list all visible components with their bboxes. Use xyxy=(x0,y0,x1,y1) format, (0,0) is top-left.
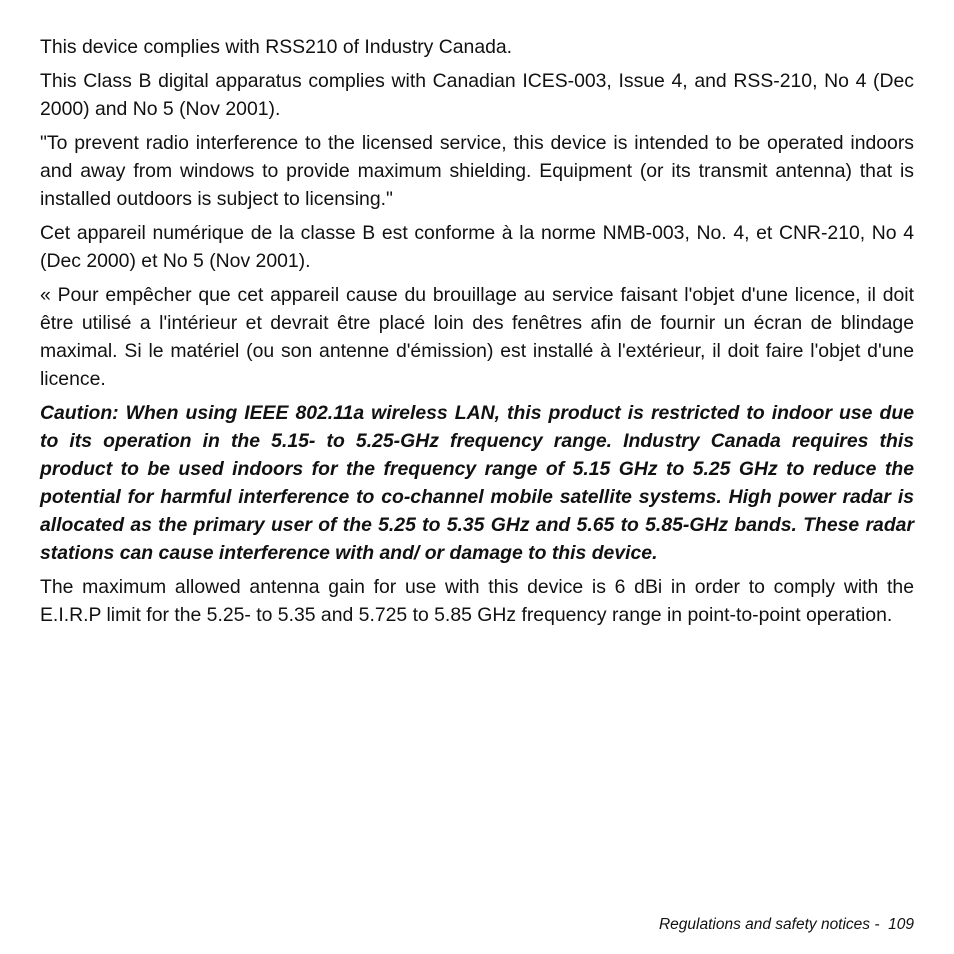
paragraph-ices003: This Class B digital apparatus complies with Canadian ICES-003, Issue 4, and RSS-210, No 4 (Dec 2000) and No 5 (Nov 2001). xyxy=(40,70,914,120)
paragraph-nmb003-french: Cet appareil numérique de la classe B est conforme à la norme NMB-003, No. 4, et CNR-210, No 4 (Dec 2000) et No 5 (Nov 2001). xyxy=(40,222,914,272)
paragraph-brouillage-french: « Pour empêcher que cet appareil cause du brouillage au service faisant l'objet d'une licence, il doit être utilisé a l'intérieur et devrait être placé loin des fenêtres afin de fournir un écran de blindage maximal. Si le matériel (ou son antenne d'émission) est installé à l'extérieur, il doit faire l'objet d'une licence. xyxy=(40,284,914,390)
page-footer: Regulations and safety notices - 109 xyxy=(658,916,914,933)
paragraph-antenna-gain: The maximum allowed antenna gain for use with this device is 6 dBi in order to comply with the E.I.R.P limit for the 5.25- to 5.35 and 5.725 to 5.85 GHz frequency range in point-to-point operation. xyxy=(40,576,914,626)
paragraph-rss210: This device complies with RSS210 of Industry Canada. xyxy=(40,36,513,58)
paragraph-caution-802-11a: Caution: When using IEEE 802.11a wireless LAN, this product is restricted to indoor use due to its operation in the 5.15- to 5.25-GHz frequency range. Industry Canada requires this product to be used indoors for the frequency range of 5.15 GHz to 5.25 GHz to reduce the potential for harmful interference to co-channel mobile satellite systems. High power radar is allocated as the primary user of the 5.25 to 5.35 GHz and 5.65 to 5.85-GHz bands. These radar stations can cause interference with and/ or damage to this device. xyxy=(40,402,914,564)
paragraph-interference-quote: "To prevent radio interference to the licensed service, this device is intended to be operated indoors and away from windows to provide maximum shielding. Equipment (or its transmit antenna) that is installed outdoors is subject to licensing." xyxy=(40,132,914,210)
page-body xyxy=(40,33,914,635)
